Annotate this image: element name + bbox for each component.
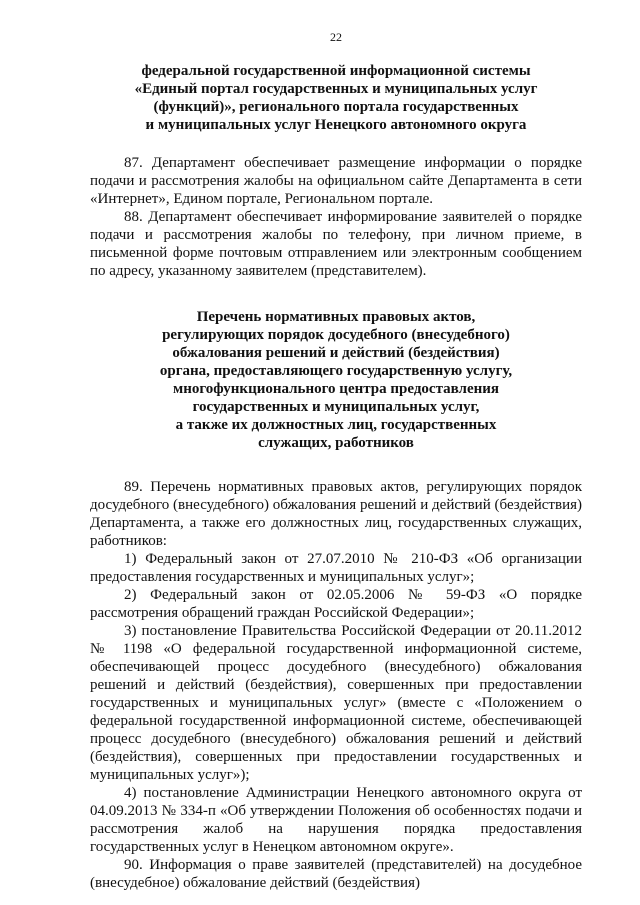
section-heading-line: обжалования решений и действий (бездействия) bbox=[172, 345, 500, 361]
section-heading-line: служащих, работников bbox=[258, 435, 414, 451]
top-heading-line: федеральной государственной информационной системы bbox=[141, 63, 531, 79]
paragraph-89: 89. Перечень нормативных правовых актов, регулирующих порядок досудебного (внесудебного) обжалования решений и действий (бездействия) Департамента, а также его должностных лиц, государственных служащих, работников: bbox=[90, 479, 582, 549]
top-heading-line: «Единый портал государственных и муниципальных услуг bbox=[134, 81, 538, 97]
top-heading bbox=[90, 62, 582, 134]
list-item-2: 2) Федеральный закон от 02.05.2006 № 59-ФЗ «О порядке рассмотрения обращений граждан Российской Федерации»; bbox=[90, 587, 582, 621]
top-heading-line: (функций)», регионального портала государственных bbox=[153, 99, 519, 115]
section-heading-line: Перечень нормативных правовых актов, bbox=[196, 309, 476, 325]
list-item-1: 1) Федеральный закон от 27.07.2010 № 210-ФЗ «Об организации предоставления государственных и муниципальных услуг»; bbox=[90, 551, 582, 585]
section-heading-line: государственных и муниципальных услуг, bbox=[192, 399, 480, 415]
section-heading-line: многофункционального центра предоставления bbox=[172, 381, 500, 397]
section-heading bbox=[90, 308, 582, 452]
document-page bbox=[90, 30, 582, 892]
list-item-4: 4) постановление Администрации Ненецкого автономного округа от 04.09.2013 № 334-п «Об утверждении Положения об особенностях подачи и рассмотрения жалоб на нарушения порядка предоставления государственных услуг в Ненецком автономном округе». bbox=[90, 785, 582, 855]
paragraph-87: 87. Департамент обеспечивает размещение информации о порядке подачи и рассмотрения жалобы на официальном сайте Департамента в сети «Интернет», Едином портале, Региональном портале. bbox=[90, 155, 582, 207]
section-heading-line: а также их должностных лиц, государственных bbox=[175, 417, 497, 433]
top-heading-line: и муниципальных услуг Ненецкого автономного округа bbox=[145, 117, 527, 133]
paragraph-90: 90. Информация о праве заявителей (представителей) на досудебное (внесудебное) обжалование действий (бездействия) bbox=[90, 857, 582, 891]
list-item-3: 3) постановление Правительства Российской Федерации от 20.11.2012 № 1198 «О федеральной государственной информационной системе, обеспечивающей процесс досудебного (внесудебного) обжалования решений и действий (бездействия), совершенных при предоставлении государственных и муниципальных услуг» (вместе с «Положением о федеральной государственной информационной системе, обеспечивающей процесс досудебного (внесудебного) обжалования решений и действий (бездействия), совершенных при предоставлении государственных и муниципальных услуг»); bbox=[90, 623, 582, 783]
section-heading-line: органа, предоставляющего государственную услугу, bbox=[159, 363, 513, 379]
page-number: 22 bbox=[330, 30, 342, 44]
section-heading-line: регулирующих порядок досудебного (внесудебного) bbox=[162, 327, 510, 343]
paragraph-88: 88. Департамент обеспечивает информирование заявителей о порядке подачи и рассмотрения жалобы по телефону, при личном приеме, в письменной форме почтовым отправлением или электронным сообщением по адресу, указанному заявителем (представителем). bbox=[90, 209, 582, 279]
